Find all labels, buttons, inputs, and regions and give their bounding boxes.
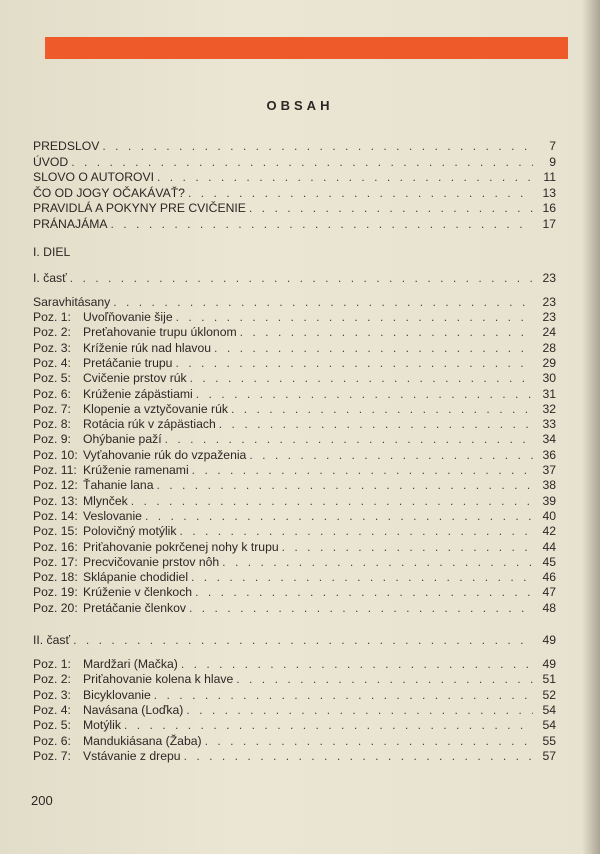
toc-dot-leader bbox=[184, 748, 533, 764]
toc-entry-label: Polovičný motýlik bbox=[83, 524, 177, 539]
toc-entry-position: Poz. 7: bbox=[33, 401, 71, 416]
toc-entry bbox=[33, 733, 556, 749]
toc-entry-label: Navásana (Loďka) bbox=[83, 702, 184, 717]
toc-dot-leader bbox=[196, 386, 533, 402]
toc-entry-label: Saravhitásany bbox=[33, 295, 111, 309]
toc-entry-page: 23 bbox=[542, 271, 556, 285]
toc-entry-page: 48 bbox=[542, 600, 556, 615]
toc-entry-position: Poz. 7: bbox=[33, 748, 71, 763]
toc-entry-position: Poz. 8: bbox=[33, 417, 71, 432]
toc-entry-position: Poz. 13: bbox=[33, 493, 78, 508]
toc-entry-position: Poz. 10: bbox=[33, 447, 78, 462]
toc-entry-page: 49 bbox=[542, 657, 556, 671]
toc-entry-position: Poz. 3: bbox=[33, 340, 71, 355]
toc-entry-page: 17 bbox=[542, 216, 556, 231]
toc-entry-page: 45 bbox=[542, 554, 556, 569]
toc-entry-label: Kríženie rúk nad hlavou bbox=[83, 340, 212, 355]
toc-dot-leader bbox=[222, 554, 533, 570]
toc-entry-label: Krúženie zápästiami bbox=[83, 386, 193, 401]
toc-entry-position: Poz. 20: bbox=[33, 600, 78, 615]
toc-dot-leader bbox=[214, 340, 533, 356]
toc-entry bbox=[33, 416, 556, 432]
toc-dot-leader bbox=[188, 185, 533, 201]
toc-entry-position: Poz. 4: bbox=[33, 355, 71, 370]
toc-entry bbox=[33, 554, 556, 570]
toc-dot-leader bbox=[191, 569, 533, 585]
toc-entry-page: 32 bbox=[542, 401, 556, 416]
toc-entry bbox=[33, 370, 556, 386]
toc-entry-page: 23 bbox=[542, 295, 556, 309]
toc-entry-page: 54 bbox=[542, 702, 556, 717]
toc-entry-position: Poz. 11: bbox=[33, 463, 77, 477]
toc-entry bbox=[33, 702, 556, 718]
toc-entry bbox=[33, 600, 556, 616]
toc-entry-page: 49 bbox=[542, 633, 556, 647]
toc-entry-label: ÚVOD bbox=[33, 154, 69, 169]
toc-entry bbox=[33, 401, 556, 417]
toc-entry bbox=[33, 748, 556, 764]
toc-entry-page: 24 bbox=[542, 325, 556, 340]
toc-dot-leader bbox=[282, 539, 533, 555]
toc-entry-page: 23 bbox=[542, 310, 556, 324]
toc-entry-page: 31 bbox=[542, 386, 556, 401]
toc-entry-position: Poz. 18: bbox=[33, 570, 78, 585]
toc-entry-label: Veslovanie bbox=[83, 508, 142, 523]
toc-entry-label: Cvičenie prstov rúk bbox=[83, 371, 187, 386]
toc-entry-position: Poz. 12: bbox=[33, 478, 78, 493]
toc-entry-page: 13 bbox=[542, 185, 556, 200]
toc-entry bbox=[33, 584, 556, 600]
toc-entry-page: 46 bbox=[542, 570, 556, 585]
toc-entry-label: Pretáčanie členkov bbox=[83, 600, 186, 615]
toc-entry-label: ČO OD JOGY OČAKÁVAŤ? bbox=[33, 185, 185, 200]
toc-entry bbox=[33, 154, 556, 170]
toc-dot-leader bbox=[192, 462, 533, 478]
toc-entry-position: Poz. 15: bbox=[33, 524, 78, 539]
toc-entry-position: Poz. 16: bbox=[33, 539, 78, 554]
toc-entry-page: 38 bbox=[542, 478, 556, 493]
toc-dot-leader bbox=[186, 702, 533, 718]
toc-dot-leader bbox=[113, 294, 533, 310]
toc-entry-label: Mardžari (Mačka) bbox=[83, 657, 178, 671]
toc-entry-label: SLOVO O AUTOROVI bbox=[33, 170, 155, 184]
toc-entry-label: Ťahanie lana bbox=[83, 478, 154, 493]
toc-entry-page: 16 bbox=[542, 201, 556, 215]
toc-entry bbox=[33, 386, 556, 402]
toc-entry-position: Poz. 9: bbox=[33, 432, 71, 447]
toc-entry bbox=[33, 270, 556, 286]
toc-dot-leader bbox=[70, 270, 533, 286]
toc-entry-label: Uvoľňovanie šije bbox=[83, 310, 173, 324]
toc-entry-position: Poz. 4: bbox=[33, 702, 71, 717]
toc-entry-position: Poz. 17: bbox=[33, 554, 78, 569]
toc-entry-page: 51 bbox=[542, 672, 556, 687]
toc-entry-page: 55 bbox=[542, 733, 556, 748]
toc-entry-page: 34 bbox=[542, 432, 556, 447]
page-title: OBSAH bbox=[266, 98, 334, 113]
toc-entry-label: Precvičovanie prstov nôh bbox=[83, 554, 220, 569]
toc-entry-label: Klopenie a vztyčovanie rúk bbox=[83, 401, 228, 416]
toc-dot-leader bbox=[124, 717, 533, 733]
toc-entry-page: 33 bbox=[542, 417, 556, 432]
toc-entry-page: 42 bbox=[542, 524, 556, 539]
toc-dot-leader bbox=[189, 600, 533, 616]
toc-entry bbox=[33, 656, 556, 672]
toc-entry-label: Krúženie v členkoch bbox=[83, 585, 193, 600]
header-color-bar bbox=[45, 37, 568, 59]
toc-entry bbox=[33, 632, 556, 648]
toc-entry bbox=[33, 169, 556, 185]
toc-dot-leader bbox=[249, 200, 533, 216]
toc-entry-label: I. časť bbox=[33, 271, 67, 285]
toc-entry bbox=[33, 671, 556, 687]
toc-entry-page: 36 bbox=[542, 447, 556, 462]
toc-entry-position: Poz. 1: bbox=[33, 310, 71, 324]
toc-entry-label: II. časť bbox=[33, 633, 71, 647]
toc-dot-leader bbox=[190, 370, 533, 386]
toc-entry-position: Poz. 6: bbox=[33, 733, 71, 748]
toc-entry-label: Bicyklovanie bbox=[83, 687, 151, 702]
toc-entry bbox=[33, 309, 556, 325]
toc-dot-leader bbox=[249, 447, 533, 463]
toc-entry-label: Pretáčanie trupu bbox=[83, 355, 173, 370]
toc-dot-leader bbox=[145, 508, 533, 524]
toc-entry-label: Rotácia rúk v zápästiach bbox=[83, 417, 216, 432]
toc-dot-leader bbox=[131, 493, 533, 509]
toc-entry bbox=[33, 431, 556, 447]
toc-dot-leader bbox=[157, 169, 533, 185]
toc-entry bbox=[33, 200, 556, 216]
toc-entry-page: 54 bbox=[542, 718, 556, 733]
toc-entry-page: 44 bbox=[542, 539, 556, 554]
toc-entry-position: Poz. 2: bbox=[33, 672, 71, 687]
toc-entry-label: Preťahovanie trupu úklonom bbox=[83, 325, 237, 340]
toc-entry-page: 40 bbox=[542, 508, 556, 523]
toc-dot-leader bbox=[236, 671, 533, 687]
toc-entry bbox=[33, 539, 556, 555]
toc-dot-leader bbox=[219, 416, 533, 432]
toc-entry-label: Vyťahovanie rúk do vzpaženia bbox=[83, 447, 247, 462]
toc-dot-leader bbox=[231, 401, 533, 417]
toc-entry-position: Poz. 3: bbox=[33, 687, 71, 702]
toc-entry-label: Priťahovanie pokrčenej nohy k trupu bbox=[83, 539, 279, 554]
toc-dot-leader bbox=[240, 324, 533, 340]
toc-dot-leader bbox=[102, 138, 533, 154]
toc-entry bbox=[33, 447, 556, 463]
toc-entry-label: Ohýbanie paží bbox=[83, 432, 162, 447]
toc-entry-page: 9 bbox=[549, 154, 556, 169]
toc-entry-label: Motýlik bbox=[83, 718, 121, 733]
toc-dot-leader bbox=[195, 584, 533, 600]
toc-entry-page: 47 bbox=[542, 585, 556, 600]
toc-entry-page: 52 bbox=[542, 687, 556, 702]
toc-entry-label: PREDSLOV bbox=[33, 139, 100, 153]
toc-entry-position: Poz. 14: bbox=[33, 508, 78, 523]
toc-dot-leader bbox=[175, 355, 533, 371]
toc-dot-leader bbox=[179, 523, 533, 539]
toc-dot-leader bbox=[111, 216, 534, 232]
toc-entry bbox=[33, 324, 556, 340]
toc-dot-leader bbox=[165, 431, 533, 447]
toc-entry-label: Mlynček bbox=[83, 493, 128, 508]
toc-entry bbox=[33, 340, 556, 356]
toc-dot-leader bbox=[71, 154, 533, 170]
toc-entry-position: Poz. 5: bbox=[33, 718, 71, 733]
toc-entry bbox=[33, 508, 556, 524]
toc-entry-label: Vstávanie z drepu bbox=[83, 748, 181, 763]
toc-entry-page: 30 bbox=[542, 371, 556, 386]
toc-entry-position: Poz. 19: bbox=[33, 585, 78, 600]
toc-entry-position: Poz. 5: bbox=[33, 371, 71, 386]
toc-entry-page: 39 bbox=[542, 493, 556, 508]
toc-entry bbox=[33, 477, 556, 493]
toc-entry-position: Poz. 6: bbox=[33, 386, 71, 401]
toc-entry-position: Poz. 1: bbox=[33, 657, 71, 671]
toc-entry-page: 28 bbox=[542, 340, 556, 355]
part-heading: I. DIEL bbox=[33, 245, 71, 259]
toc-entry-label: Sklápanie chodidiel bbox=[83, 570, 189, 585]
toc-dot-leader bbox=[154, 687, 533, 703]
toc-dot-leader bbox=[156, 477, 533, 493]
page-edge-shadow bbox=[582, 0, 600, 854]
toc-dot-leader bbox=[73, 632, 533, 648]
toc-entry-label: PRAVIDLÁ A POKYNY PRE CVIČENIE bbox=[33, 201, 246, 215]
toc-entry bbox=[33, 185, 556, 201]
toc-entry-page: 7 bbox=[549, 139, 556, 153]
toc-entry-page: 11 bbox=[543, 170, 556, 184]
toc-entry bbox=[33, 687, 556, 703]
toc-entry bbox=[33, 569, 556, 585]
toc-entry bbox=[33, 717, 556, 733]
toc-entry-label: PRÁNAJÁMA bbox=[33, 216, 108, 231]
toc-dot-leader bbox=[205, 733, 533, 749]
toc-entry bbox=[33, 138, 556, 154]
toc-entry bbox=[33, 294, 556, 310]
toc-dot-leader bbox=[181, 656, 533, 672]
toc-entry-page: 29 bbox=[542, 355, 556, 370]
toc-dot-leader bbox=[176, 309, 533, 325]
toc-entry-label: Krúženie ramenami bbox=[83, 463, 189, 477]
toc-entry-label: Mandukiásana (Žaba) bbox=[83, 733, 202, 748]
toc-entry-page: 57 bbox=[542, 748, 556, 763]
toc-entry bbox=[33, 216, 556, 232]
toc-entry-label: Priťahovanie kolena k hlave bbox=[83, 672, 234, 687]
toc-entry-page: 37 bbox=[542, 463, 556, 477]
toc-entry bbox=[33, 523, 556, 539]
page-number: 200 bbox=[31, 793, 53, 808]
toc-entry bbox=[33, 493, 556, 509]
toc-entry bbox=[33, 462, 556, 478]
toc-entry bbox=[33, 355, 556, 371]
toc-entry-position: Poz. 2: bbox=[33, 325, 71, 340]
